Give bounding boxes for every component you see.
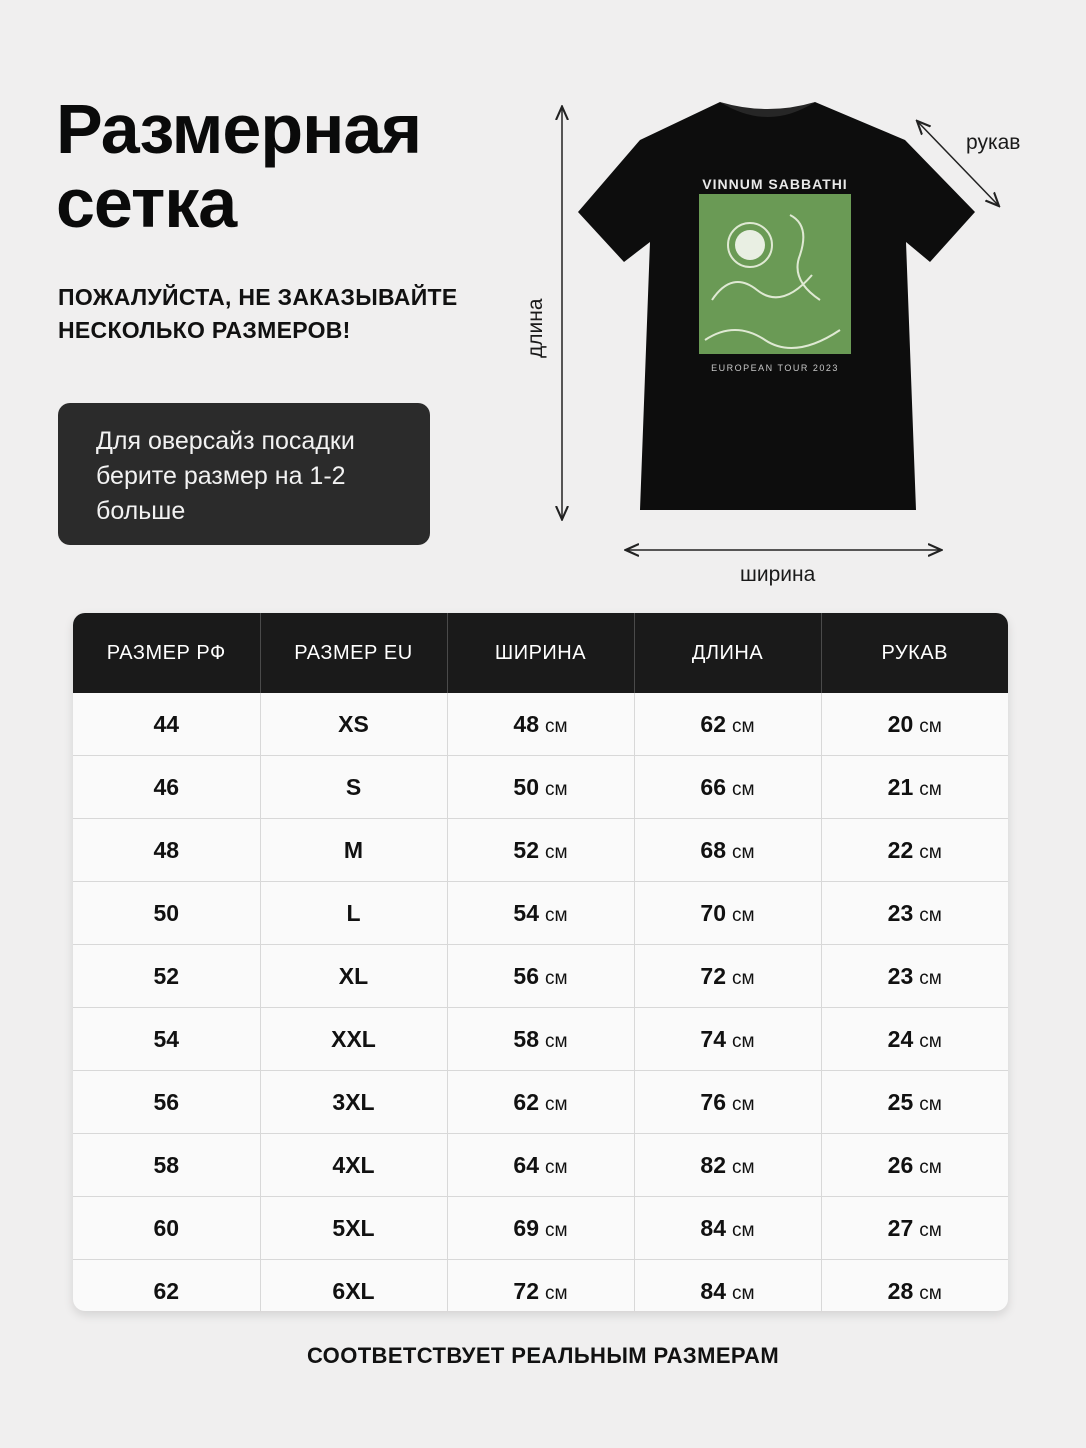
unit: см — [545, 904, 568, 926]
unit: см — [732, 778, 755, 800]
value: 58 — [513, 1025, 540, 1052]
cell-width — [447, 1134, 634, 1197]
width-label: ширина — [740, 563, 816, 586]
value: 62 — [700, 710, 727, 737]
cell-length — [634, 945, 821, 1008]
unit: см — [732, 1282, 755, 1304]
cell-size-ru: 44 — [73, 693, 260, 756]
value: 62 — [513, 1088, 540, 1115]
value: 26 — [887, 1151, 914, 1178]
warning-line-1: ПОЖАЛУЙСТА, НЕ ЗАКАЗЫВАЙТЕ — [58, 284, 458, 310]
unit: см — [732, 841, 755, 863]
cell-size-ru: 60 — [73, 1197, 260, 1260]
cell-width — [447, 1197, 634, 1260]
header-width: ШИРИНА — [447, 613, 634, 693]
cell-sleeve — [821, 756, 1008, 819]
cell-length — [634, 693, 821, 756]
cell-width — [447, 945, 634, 1008]
cell-size-eu: XS — [260, 693, 447, 756]
cell-size-ru: 52 — [73, 945, 260, 1008]
unit: см — [732, 715, 755, 737]
title-line-1: Размерная — [56, 90, 422, 168]
note-line-2: берите размер на 1-2 — [96, 462, 346, 490]
table-row — [73, 945, 1008, 1008]
unit: см — [919, 1093, 942, 1115]
unit: см — [545, 1093, 568, 1115]
value: 50 — [513, 773, 540, 800]
value: 24 — [887, 1025, 914, 1052]
cell-sleeve — [821, 945, 1008, 1008]
value: 72 — [513, 1277, 540, 1304]
value: 72 — [700, 962, 727, 989]
unit: см — [732, 1093, 755, 1115]
note-line-3: больше — [96, 497, 186, 525]
unit: см — [545, 1156, 568, 1178]
cell-size-eu: S — [260, 756, 447, 819]
cell-length — [634, 1197, 821, 1260]
cell-length — [634, 756, 821, 819]
value: 54 — [513, 899, 540, 926]
cell-width — [447, 1008, 634, 1071]
value: 23 — [887, 899, 914, 926]
cell-size-eu: 4XL — [260, 1134, 447, 1197]
cell-sleeve — [821, 693, 1008, 756]
unit: см — [919, 1156, 942, 1178]
unit: см — [545, 778, 568, 800]
unit: см — [919, 1030, 942, 1052]
value: 66 — [700, 773, 727, 800]
cell-sleeve — [821, 1197, 1008, 1260]
cell-length — [634, 882, 821, 945]
cell-length — [634, 1071, 821, 1134]
header-size-eu: РАЗМЕР EU — [260, 613, 447, 693]
cell-length — [634, 1008, 821, 1071]
cell-sleeve — [821, 1260, 1008, 1312]
value: 28 — [887, 1277, 914, 1304]
cell-length — [634, 819, 821, 882]
print-artwork — [699, 194, 851, 354]
table-row — [73, 1134, 1008, 1197]
value: 68 — [700, 836, 727, 863]
unit: см — [545, 967, 568, 989]
size-table — [73, 613, 1008, 1311]
value: 52 — [513, 836, 540, 863]
cell-width — [447, 819, 634, 882]
unit: см — [732, 1156, 755, 1178]
unit: см — [919, 904, 942, 926]
table-row — [73, 882, 1008, 945]
cell-size-ru: 62 — [73, 1260, 260, 1312]
header-size-ru: РАЗМЕР РФ — [73, 613, 260, 693]
cell-length — [634, 1260, 821, 1312]
value: 21 — [887, 773, 914, 800]
cell-sleeve — [821, 1134, 1008, 1197]
cell-width — [447, 882, 634, 945]
table-row — [73, 1071, 1008, 1134]
unit: см — [919, 1282, 942, 1304]
unit: см — [545, 1282, 568, 1304]
cell-sleeve — [821, 1071, 1008, 1134]
value: 20 — [887, 710, 914, 737]
cell-size-eu: XXL — [260, 1008, 447, 1071]
length-label: длина — [524, 298, 547, 358]
cell-size-eu: M — [260, 819, 447, 882]
value: 27 — [887, 1214, 914, 1241]
unit: см — [919, 967, 942, 989]
table-header-row — [73, 613, 1008, 693]
cell-size-eu: L — [260, 882, 447, 945]
unit: см — [919, 841, 942, 863]
cell-size-ru: 54 — [73, 1008, 260, 1071]
value: 70 — [700, 899, 727, 926]
cell-width — [447, 756, 634, 819]
value: 84 — [700, 1214, 727, 1241]
value: 64 — [513, 1151, 540, 1178]
table-row — [73, 756, 1008, 819]
value: 82 — [700, 1151, 727, 1178]
table-row — [73, 819, 1008, 882]
cell-width — [447, 1260, 634, 1312]
unit: см — [732, 1219, 755, 1241]
cell-sleeve — [821, 1008, 1008, 1071]
print-bottom-text: EUROPEAN TOUR 2023 — [711, 363, 839, 373]
footer-note: СООТВЕТСТВУЕТ РЕАЛЬНЫМ РАЗМЕРАМ — [306, 1343, 780, 1368]
cell-sleeve — [821, 882, 1008, 945]
cell-length — [634, 1134, 821, 1197]
value: 25 — [887, 1088, 914, 1115]
sleeve-label: рукав — [966, 131, 1021, 154]
unit: см — [919, 715, 942, 737]
cell-size-ru: 50 — [73, 882, 260, 945]
table-row — [73, 1197, 1008, 1260]
print-top-text: VINNUM SABBATHI — [702, 176, 848, 192]
value: 76 — [700, 1088, 727, 1115]
value: 23 — [887, 962, 914, 989]
cell-size-eu: XL — [260, 945, 447, 1008]
value: 48 — [513, 710, 540, 737]
note-line-1: Для оверсайз посадки — [96, 427, 355, 455]
cell-size-eu: 3XL — [260, 1071, 447, 1134]
table-row — [73, 693, 1008, 756]
unit: см — [919, 778, 942, 800]
unit: см — [732, 967, 755, 989]
header-sleeve: РУКАВ — [821, 613, 1008, 693]
unit: см — [545, 715, 568, 737]
cell-size-ru: 56 — [73, 1071, 260, 1134]
unit: см — [545, 1219, 568, 1241]
cell-size-ru: 48 — [73, 819, 260, 882]
cell-size-eu: 5XL — [260, 1197, 447, 1260]
cell-size-eu: 6XL — [260, 1260, 447, 1312]
value: 69 — [513, 1214, 540, 1241]
header-length: ДЛИНА — [634, 613, 821, 693]
unit: см — [919, 1219, 942, 1241]
unit: см — [545, 841, 568, 863]
title-line-2: сетка — [56, 164, 237, 242]
value: 84 — [700, 1277, 727, 1304]
cell-width — [447, 1071, 634, 1134]
table-row — [73, 1260, 1008, 1312]
table-row — [73, 1008, 1008, 1071]
unit: см — [545, 1030, 568, 1052]
unit: см — [732, 1030, 755, 1052]
value: 56 — [513, 962, 540, 989]
warning-line-2: НЕСКОЛЬКО РАЗМЕРОВ! — [58, 317, 351, 343]
cell-sleeve — [821, 819, 1008, 882]
value: 74 — [700, 1025, 727, 1052]
unit: см — [732, 904, 755, 926]
cell-size-ru: 58 — [73, 1134, 260, 1197]
value: 22 — [887, 836, 914, 863]
cell-size-ru: 46 — [73, 756, 260, 819]
cell-width — [447, 693, 634, 756]
